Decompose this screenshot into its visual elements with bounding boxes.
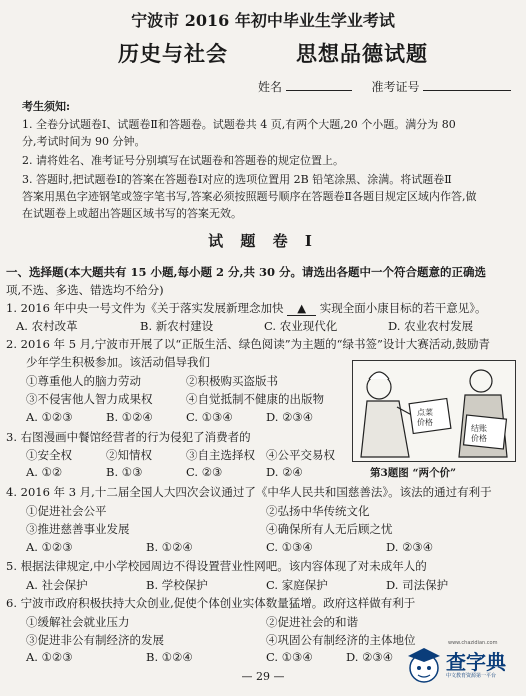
question-4-stem: 4. 2016 年 3 月,十二届全国人大四次会议通过了《中华人民共和国慈善法》。该法的通过有利于: [6, 485, 492, 499]
notice-heading: 考生须知:: [22, 100, 71, 113]
q6-option: D. ②③④: [346, 650, 394, 664]
q6-item: ④巩固公有制经济的主体地位: [266, 633, 416, 647]
q6-item: ②促进社会的和谐: [266, 615, 358, 629]
q1-option: B. 新农村建设: [140, 319, 214, 333]
q5-option: D. 司法保护: [386, 578, 449, 592]
q4-option: A. ①②③: [26, 540, 73, 554]
notice-line: 3. 答题时,把试题卷Ⅰ的答案在答题卷Ⅰ对应的选项位置用 2B 铅笔涂黑、涂满。将试题卷Ⅱ: [22, 173, 452, 186]
q4-item: ③推进慈善事业发展: [26, 522, 130, 536]
cartoon-drawing: [353, 361, 515, 461]
q1-stem-b: 实现全面小康目标的若干意见》。: [319, 301, 487, 315]
q6-option: C. ①③④: [266, 650, 313, 664]
q3-item: ①安全权: [26, 448, 72, 462]
q2-option: A. ①②③: [26, 410, 73, 424]
watermark-url: www.chazidian.com: [448, 640, 498, 646]
q4-option: C. ①③④: [266, 540, 313, 554]
watermark-brand: 查字典: [446, 650, 506, 674]
question-2-stem: 2. 2016 年 5 月,宁波市开展了以“正版生活、绿色阅读”为主题的“绿书签”设计大赛活动,鼓励青: [6, 337, 491, 351]
q3-option: D. ②④: [266, 465, 303, 479]
q1-blank: ▲: [287, 301, 316, 316]
notice-line: 1. 全卷分试题卷Ⅰ、试题卷Ⅱ和答题卷。试题卷共 4 页,有两个大题,20 个小题。满分为 80: [22, 118, 456, 131]
question-3-stem: 3. 右图漫画中餐馆经营者的行为侵犯了消费者的: [6, 430, 251, 444]
watermark-logo: [404, 640, 524, 694]
name-id-row: [258, 78, 511, 95]
notice-line: 答案用黑色字迹钢笔或签字笔书写,答案必须按照题号顺序在答题卷Ⅱ各题目规定区域内作答,做: [22, 190, 477, 203]
q2-option: B. ①②④: [106, 410, 153, 424]
cartoon-sign-left-2: 价格: [417, 418, 433, 427]
q4-item: ②弘扬中华传统文化: [266, 504, 370, 518]
exam-title: 宁波市 2016 年初中毕业生学业考试: [131, 11, 395, 30]
q3-item: ②知情权: [106, 448, 152, 462]
q3-option: A. ①②: [26, 465, 63, 479]
q6-item: ③促进非公有制经济的发展: [26, 633, 164, 647]
q4-item: ④确保所有人无后顾之忧: [266, 522, 393, 536]
q3-option: B. ①③: [106, 465, 143, 479]
q2-item: ③不侵害他人智力成果权: [26, 392, 153, 406]
notice-line: 2. 请将姓名、准考证号分别填写在试题卷和答题卷的规定位置上。: [22, 154, 344, 167]
figure-caption: 第3题图 “两个价”: [370, 467, 457, 479]
q1-option: C. 农业现代化: [264, 319, 338, 333]
cartoon-sign-right-1: 结账: [471, 424, 487, 433]
id-label: 准考证号: [371, 80, 420, 94]
name-blank: [286, 78, 352, 91]
subject-title-right: 思想品德试题: [296, 41, 428, 66]
q2-item: ④自觉抵制不健康的出版物: [186, 392, 324, 406]
page-number: — 29 —: [241, 670, 285, 683]
notice-line: 在试题卷上或超出答题区域书写的答案无效。: [22, 207, 242, 220]
id-blank: [423, 78, 511, 91]
mascot-icon: [404, 642, 444, 692]
q2-option: C. ①③④: [186, 410, 233, 424]
question-6-stem: 6. 宁波市政府积极扶持大众创业,促使个体创业实体数量猛增。政府这样做有利于: [6, 596, 416, 610]
q2-item: ②积极购买盗版书: [186, 374, 278, 388]
q4-item: ①促进社会公平: [26, 504, 107, 518]
q4-option: B. ①②④: [146, 540, 193, 554]
q3-option: C. ②③: [186, 465, 223, 479]
q6-item: ①缓解社会就业压力: [26, 615, 130, 629]
section-title: 试 题 卷 Ⅰ: [208, 232, 318, 250]
q2-item: ①尊重他人的脑力劳动: [26, 374, 141, 388]
question-5-stem: 5. 根据法律规定,中小学校园周边不得设置营业性网吧。该内容体现了对未成年人的: [6, 559, 427, 573]
cartoon-illustration: [352, 360, 516, 462]
q1-stem-a: 1. 2016 年中央一号文件为《关于落实发展新理念加快: [6, 301, 284, 315]
name-label: 姓名: [258, 80, 283, 94]
q1-option: D. 农业农村发展: [388, 319, 474, 333]
part-intro: 一、选择题(本大题共有 15 小题,每小题 2 分,共 30 分。请选出各题中一个符合题意的正确选: [6, 265, 486, 279]
subject-title-left: 历史与社会: [118, 41, 228, 66]
q3-item: ④公平交易权: [266, 448, 335, 462]
q5-option: C. 家庭保护: [266, 578, 328, 592]
q5-option: A. 社会保护: [26, 578, 88, 592]
question-2-stem: 少年学生积极参加。该活动倡导我们: [26, 355, 210, 369]
watermark-subtitle: 中文教育资源第一平台: [446, 673, 497, 679]
q4-option: D. ②③④: [386, 540, 434, 554]
part-intro: 项,不选、多选、错选均不给分): [6, 283, 164, 297]
q6-option: A. ①②③: [26, 650, 73, 664]
cartoon-sign-left-1: 点菜: [417, 408, 433, 417]
q5-option: B. 学校保护: [146, 578, 208, 592]
question-1-stem: [6, 300, 486, 316]
cartoon-sign-right-2: 价格: [471, 434, 487, 443]
q2-option: D. ②③④: [266, 410, 314, 424]
q3-item: ③自主选择权: [186, 448, 255, 462]
q6-option: B. ①②④: [146, 650, 193, 664]
q1-option: A. 农村改革: [16, 319, 78, 333]
notice-line: 分,考试时间为 90 分钟。: [22, 135, 146, 148]
